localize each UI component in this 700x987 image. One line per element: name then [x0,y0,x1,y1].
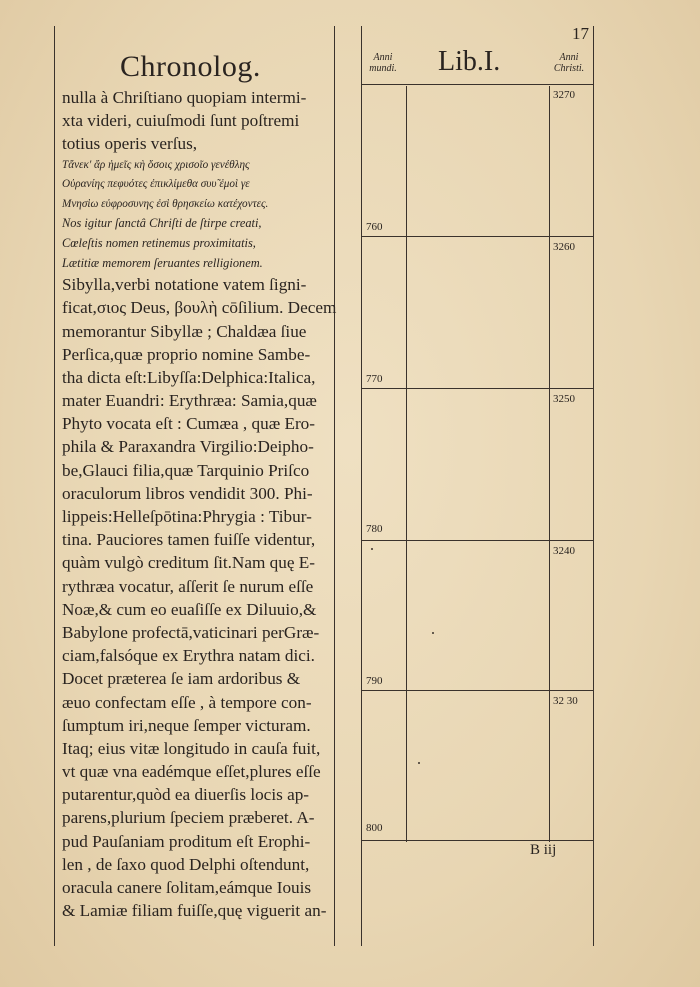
text-line: Phyto vocata eſt : Cumæa , quæ Ero- [62,414,316,434]
text-line: Babylone profectā,vaticinari perGræ- [62,622,320,642]
anni-christi-value: 3250 [553,393,575,405]
text-line: tha dicta eſt:Libyſſa:Delphica:Italica, [62,367,316,387]
table-row-rule [361,690,594,691]
text-line: totius operis verſus, [62,134,198,154]
book-heading: Lib.I. [438,46,501,77]
text-line: parens,plurium ſpeciem præberet. A- [62,808,315,828]
text-line: ſumptum iri,neque ſemper victuram. [62,715,311,735]
text-line: xta videri, cuiuſmodi ſunt poſtremi [62,111,300,131]
latin-verse-line: Nos igitur ſanctâ Chriſti de ſtirpe creati, [62,216,262,231]
text-line: memorantur Sibyllæ ; Chaldæa ſiue [62,321,307,341]
greek-verse-line: Μνησὶω εὐφροσυνης ἐσὶ θρησκείω κατέχοντες. [62,197,269,210]
anni-mundi-value: 800 [366,822,383,834]
text-line: vt quæ vna eadémque eſſet,plures eſſe [62,762,321,782]
table-rule [406,86,407,842]
text-line: ciam,falsóque ex Erythra natam dici. [62,646,315,666]
table-rule [549,86,550,842]
text-line: Docet præterea ſe iam ardoribus & [62,669,301,689]
ink-speck [432,632,434,634]
text-line: len , de ſaxo quod Delphi oſtendunt, [62,854,310,874]
anni-mundi-value: 760 [366,221,383,233]
text-line: æuo confectam eſſe , à tempore con- [62,692,312,712]
text-line: ficat,σιος Deus, βουλὴ cōſilium. Decem [62,298,337,318]
text-line: tina. Pauciores tamen fuiſſe videntur, [62,530,316,550]
latin-verse-line: Cœleſtis nomen retinemus proximitatis, [62,235,256,250]
text-line: pud Pauſaniam proditum eſt Erophi- [62,831,311,851]
text-line: Noæ,& cum eo euaſiſſe ex Diluuio,& [62,599,317,619]
anni-christi-value: 3260 [553,241,575,253]
left-column-rule [54,26,55,946]
anni-christi-value: 3270 [553,89,575,101]
anni-christi-value: 32 30 [553,695,578,707]
table-header-rule [361,84,594,85]
page-number: 17 [572,24,589,43]
table-row-rule [361,840,594,841]
running-head-left: Chronolog. [120,50,261,83]
ink-speck [418,762,420,764]
signature-mark: B iij [530,842,557,858]
text-line: lippeis:Helleſpōtina:Phrygia : Tibur- [62,507,312,526]
text-line: oracula canere ſolitam,eámque Iouis [62,878,312,897]
ink-speck [371,548,373,550]
greek-verse-line: Οὐρανίης πεφυότες ἐπικλίμεθα συυ̃ ἐμοὶ γε [62,178,250,191]
table-row-rule [361,236,594,237]
anni-mundi-value: 780 [366,523,383,535]
text-line: Sibylla,verbi notatione vatem ſigni- [62,275,307,295]
table-row-rule [361,540,594,541]
text-line: be,Glauci filia,quæ Tarquinio Priſco [62,460,310,480]
text-line: phila & Paraxandra Virgilio:Deipho- [62,437,314,457]
text-line: putarentur,quòd ea diuerſis locis ap- [62,785,310,805]
table-rule [593,26,594,946]
text-line: mater Euandri: Erythræa: Samia,quæ [62,391,317,411]
text-line: nulla à Chriſtiano quopiam intermi- [62,88,307,107]
greek-verse-line: Τἄνεκ' ἄρ ἡμεῖς κὴ ὅσοις χρισοῖο γενέθλης [62,158,250,171]
anni-mundi-value: 790 [366,675,383,687]
anni-christi-header: Anni Christi. [553,52,585,74]
text-line: oraculorum libros vendidit 300. Phi- [62,483,313,503]
anni-christi-value: 3240 [553,545,575,557]
latin-verse-line: Lætitiæ memorem ſeruantes relligionem. [62,255,263,270]
table-row-rule [361,388,594,389]
text-column [62,86,340,922]
text-line: Perſica,quæ proprio nomine Sambe- [62,344,311,364]
anni-mundi-header: Anni mundi. [369,52,397,74]
text-line: & Lamiæ filiam fuiſſe,quę viguerit an- [62,901,327,921]
table-rule [361,26,362,946]
text-line: rythræa vocatur, aſſerit ſe nurum eſſe [62,576,314,596]
text-line: quàm vulgò creditum ſit.Nam quę E- [62,553,315,573]
text-line: Itaq; eius vitæ longitudo in cauſa fuit, [62,738,321,758]
anni-mundi-value: 770 [366,373,383,385]
